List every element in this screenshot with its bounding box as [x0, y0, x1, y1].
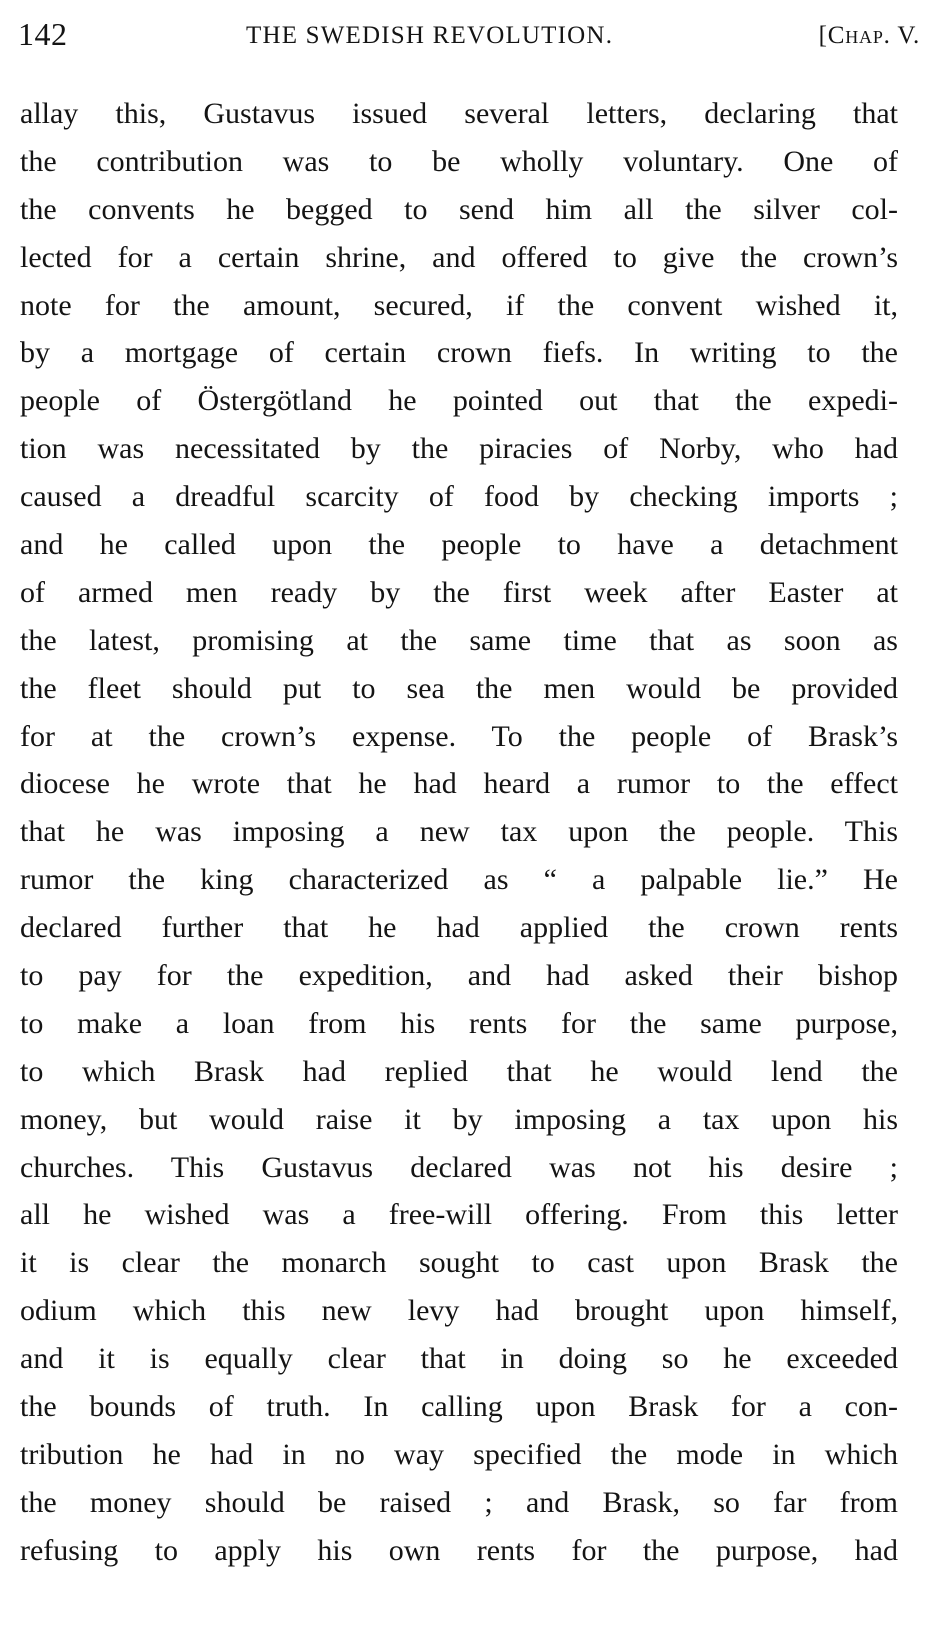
text-line: the convents he begged to send him all the silver col- [20, 192, 898, 226]
text-line: allay this, Gustavus issued several letters, declaring that [20, 97, 898, 130]
text-line: and he called upon the people to have a detachment [20, 528, 898, 562]
text-line: declared further that he had applied the crown rents [20, 911, 898, 945]
text-line: all he wished was a free-will offering. From this letter [20, 1198, 898, 1232]
text-line: the money should be raised ; and Brask, so far from [20, 1485, 898, 1519]
body-text [20, 90, 898, 1575]
text-line: note for the amount, secured, if the convent wished it, [20, 288, 898, 322]
text-line: rumor the king characterized as “ a palpable lie.” He [20, 863, 898, 897]
text-line: to make a loan from his rents for the same purpose, [20, 1006, 898, 1040]
text-line: by a mortgage of certain crown fiefs. In writing to the [20, 336, 898, 370]
text-line: diocese he wrote that he had heard a rumor to the effect [20, 767, 898, 801]
text-line: for at the crown’s expense. To the people of Brask’s [20, 719, 898, 753]
text-line: caused a dreadful scarcity of food by checking imports ; [20, 480, 898, 514]
text-line: to which Brask had replied that he would lend the [20, 1054, 898, 1088]
text-line: and it is equally clear that in doing so he exceeded [20, 1342, 898, 1376]
text-line: the latest, promising at the same time that as soon as [20, 623, 898, 657]
text-line: churches. This Gustavus declared was not his desire ; [20, 1150, 898, 1184]
text-line: that he was imposing a new tax upon the people. This [20, 815, 898, 849]
page-header [18, 14, 920, 58]
chapter-label: [Chap. V. [818, 22, 920, 49]
text-line: the bounds of truth. In calling upon Brask for a con- [20, 1390, 898, 1424]
text-line: to pay for the expedition, and had asked their bishop [20, 959, 898, 993]
text-line: tion was necessitated by the piracies of Norby, who had [20, 432, 898, 466]
page-number: 142 [18, 16, 68, 52]
text-line: the contribution was to be wholly voluntary. One of [20, 144, 898, 178]
text-line: people of Östergötland he pointed out that the expedi- [20, 384, 898, 418]
text-line: money, but would raise it by imposing a tax upon his [20, 1102, 898, 1136]
text-line: tribution he had in no way specified the mode in which [20, 1437, 898, 1471]
running-title: THE SWEDISH REVOLUTION. [246, 22, 614, 49]
text-line: lected for a certain shrine, and offered to give the crown’s [20, 240, 898, 274]
text-line: of armed men ready by the first week after Easter at [20, 575, 898, 609]
text-line: it is clear the monarch sought to cast upon Brask the [20, 1246, 898, 1280]
text-line: refusing to apply his own rents for the purpose, had [20, 1533, 898, 1567]
text-line: odium which this new levy had brought upon himself, [20, 1294, 898, 1328]
text-line: the fleet should put to sea the men would be provided [20, 671, 898, 705]
